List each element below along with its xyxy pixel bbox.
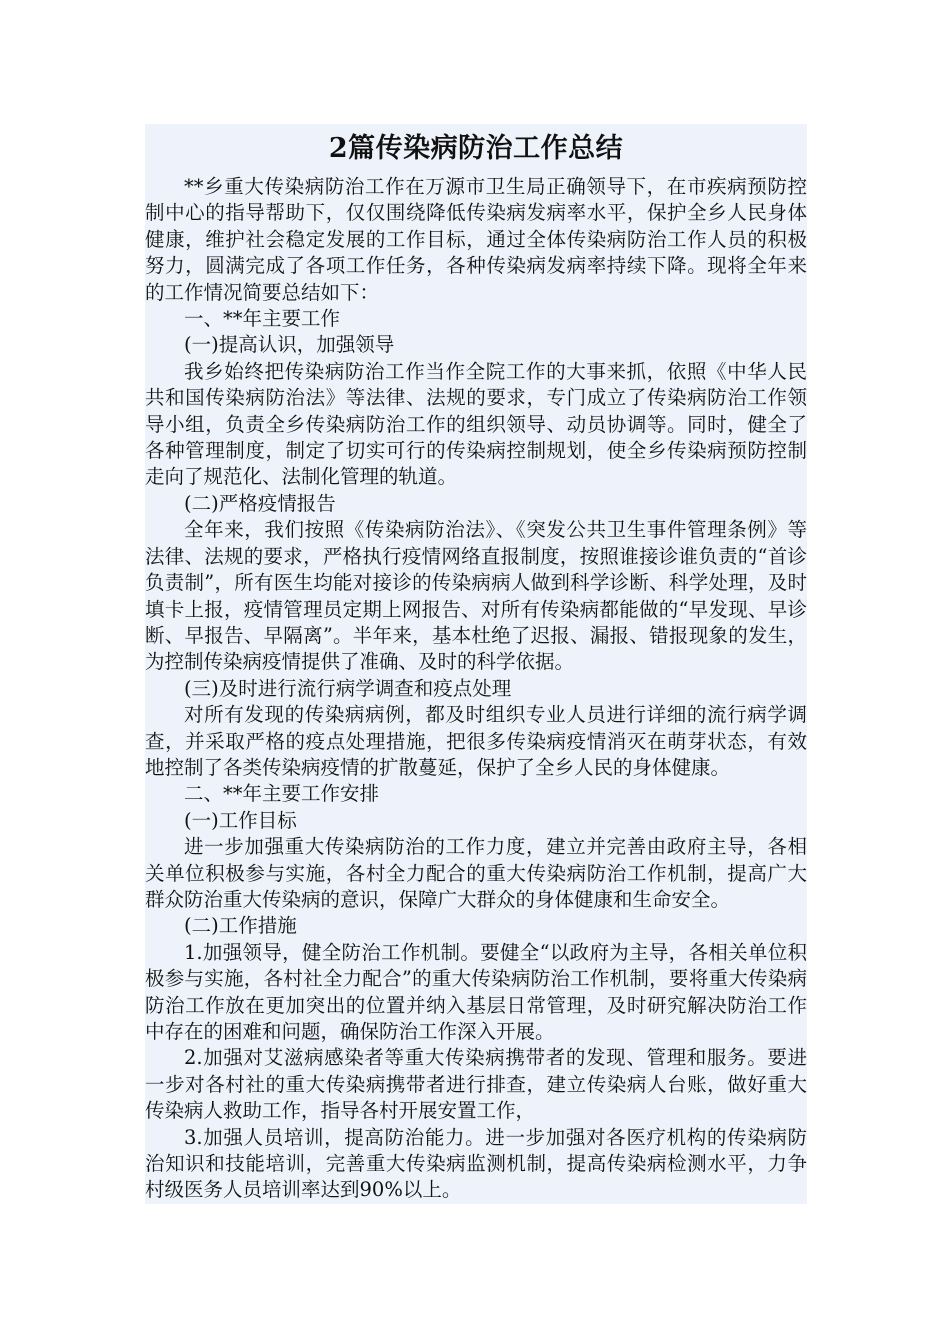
paragraph: 我乡始终把传染病防治工作当作全院工作的大事来抓，依照《中华人民共和国传染病防治法》等法律、法规的要求，专门成立了传染病防治工作领导小组，负责全乡传染病防治工作的组织领导、动员协调等。同时，健全了各种管理制度，制定了切实可行的传染病控制规划，使全乡传染病预防控制走向了规范化、法制化管理的轨道。 — [145, 359, 807, 489]
document-title: 2篇传染病防治工作总结 — [328, 133, 624, 164]
paragraph: 2.加强对艾滋病感染者等重大传染病携带者的发现、管理和服务。要进一步对各村社的重大传染病携带者进行排查，建立传染病人台账，做好重大传染病人救助工作，指导各村开展安置工作， — [145, 1046, 807, 1123]
document-blocks — [145, 174, 807, 1204]
paragraph: 全年来，我们按照《传染病防治法》、《突发公共卫生事件管理条例》等法律、法规的要求，严格执行疫情网络直报制度，按照谁接诊谁负责的“首诊负责制”，所有医生均能对接诊的传染病病人做到科学诊断、科学处理，及时填卡上报，疫情管理员定期上网报告、对所有传染病都能做的“早发现、早诊断、早报告、早隔离”。半年来，基本杜绝了迟报、漏报、错报现象的发生，为控制传染病疫情提供了准确、及时的科学依据。 — [145, 518, 807, 674]
section-heading: (二)工作措施 — [184, 914, 297, 938]
section-heading: (三)及时进行流行病学调查和疫点处理 — [184, 676, 512, 700]
section-heading: (一)工作目标 — [184, 808, 297, 832]
paragraph: 1.加强领导，健全防治工作机制。要健全“以政府为主导，各相关单位积极参与实施，各村社全力配合”的重大传染病防治工作机制，要将重大传染病防治工作放在更加突出的位置并纳入基层日常管理，及时研究解决防治工作中存在的困难和问题，确保防治工作深入开展。 — [145, 940, 807, 1043]
paragraph: 3.加强人员培训，提高防治能力。进一步加强对各医疗机构的传染病防治知识和技能培训，完善重大传染病监测机制，提高传染病检测水平，力争村级医务人员培训率达到90%以上。 — [145, 1125, 807, 1202]
section-heading: (二)严格疫情报告 — [184, 491, 336, 515]
section-heading: 二、**年主要工作安排 — [184, 782, 380, 806]
section-heading: 一、**年主要工作 — [184, 307, 341, 331]
document-body — [145, 124, 807, 1204]
paragraph: 进一步加强重大传染病防治的工作力度，建立并完善由政府主导，各相关单位积极参与实施，各村全力配合的重大传染病防治工作机制，提高广大群众防治重大传染病的意识，保障广大群众的身体健康和生命安全。 — [145, 835, 807, 911]
paragraph: **乡重大传染病防治工作在万源市卫生局正确领导下，在市疾病预防控制中心的指导帮助下，仅仅围绕降低传染病发病率水平，保护全乡人民身体健康，维护社会稳定发展的工作目标，通过全体传染病防治工作人员的积极努力，圆满完成了各项工作任务，各种传染病发病率持续下降。现将全年来的工作情况简要总结如下： — [145, 175, 807, 304]
section-heading: (一)提高认识，加强领导 — [184, 333, 395, 357]
paragraph: 对所有发现的传染病病例，都及时组织专业人员进行详细的流行病学调查，并采取严格的疫点处理措施，把很多传染病疫情消灭在萌芽状态，有效地控制了各类传染病疫情的扩散蔓延，保护了全乡人民的身体健康。 — [145, 703, 807, 779]
